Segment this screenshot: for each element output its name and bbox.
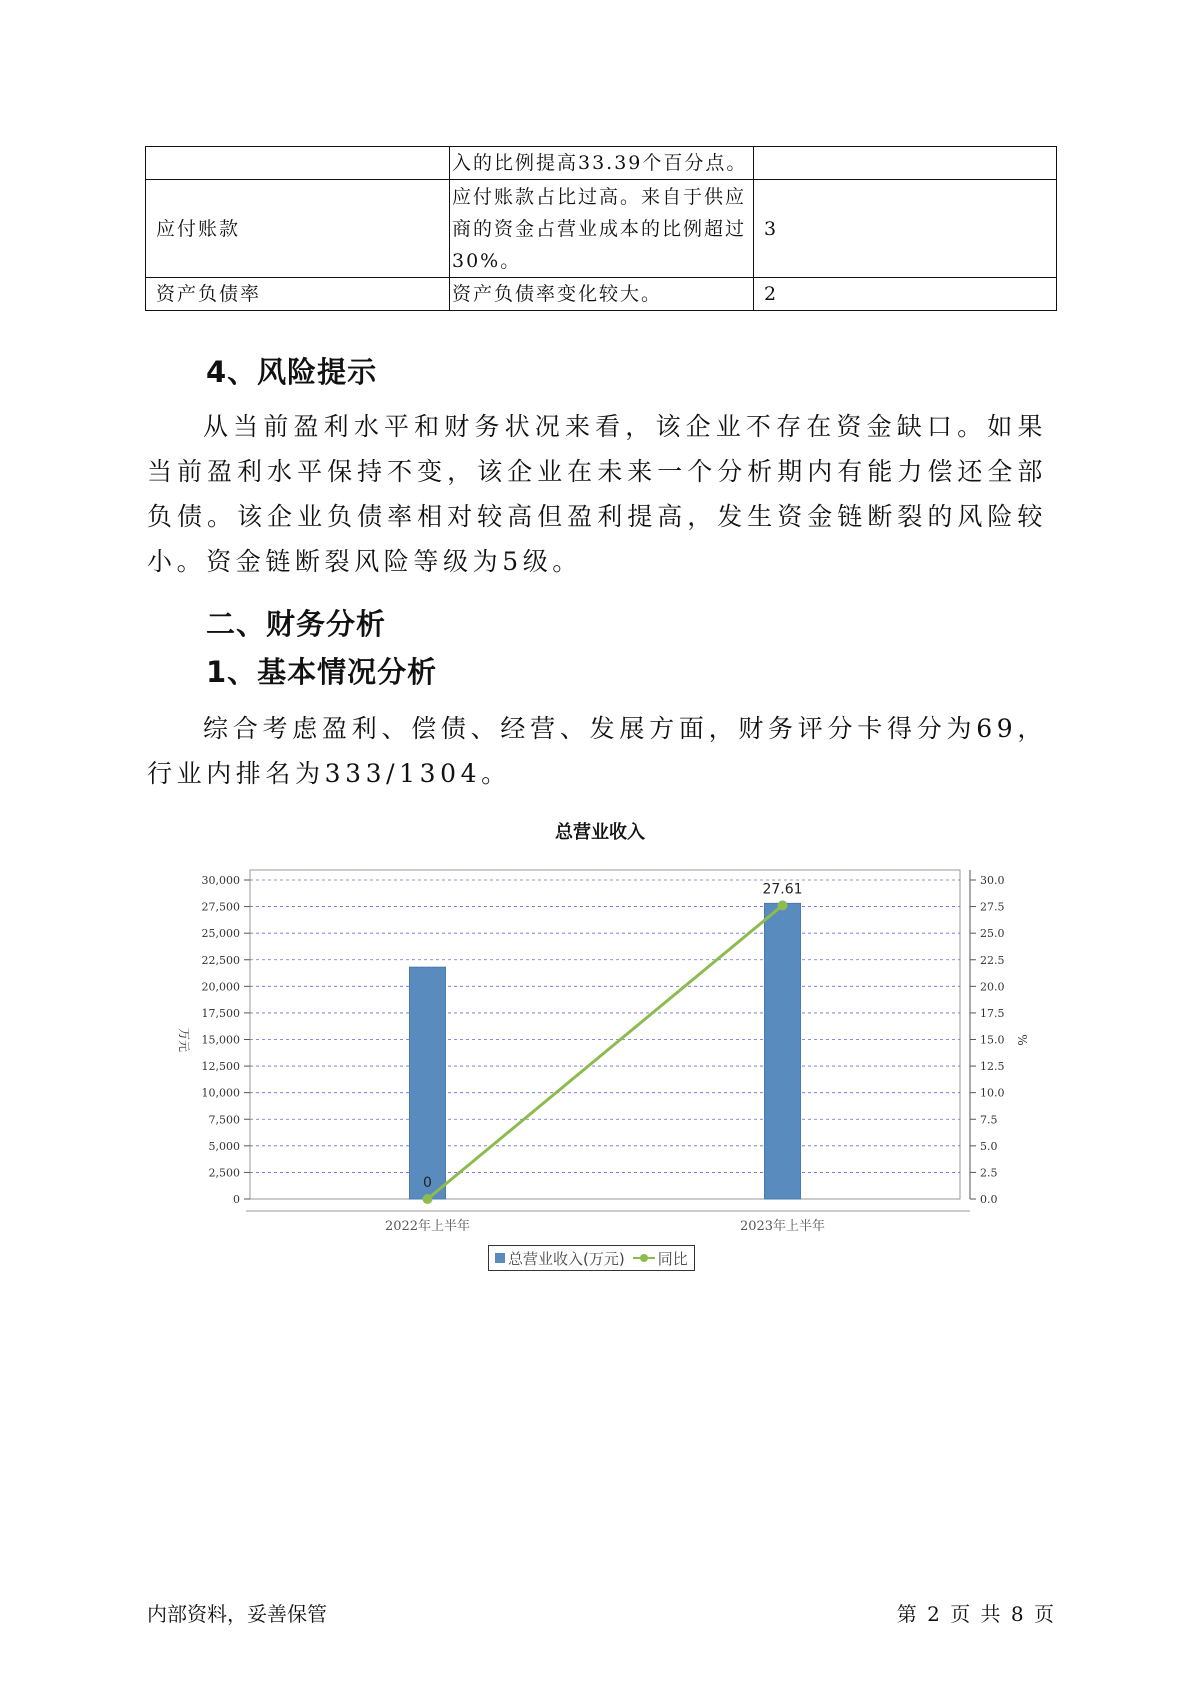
chart-legend xyxy=(488,1245,695,1271)
y2-tick-label: 25.0 xyxy=(980,927,1005,941)
yoy-line xyxy=(428,905,783,1199)
revenue-chart xyxy=(170,818,1030,1288)
data-label: 27.61 xyxy=(762,881,803,898)
data-label: 0 xyxy=(423,1175,432,1191)
y-tick-label: 5,000 xyxy=(208,1139,240,1153)
yoy-point xyxy=(423,1194,433,1204)
chart-canvas xyxy=(170,818,1030,1288)
table-row xyxy=(146,180,1057,278)
table-row xyxy=(146,147,1057,180)
legend-item-revenue: 总营业收入(万元) xyxy=(508,1249,625,1268)
risk-table xyxy=(145,146,1057,311)
risk-heading: 4、风险提示 xyxy=(206,355,378,389)
table-cell-item: 应付账款 xyxy=(146,180,450,278)
y2-tick-label: 30.0 xyxy=(980,874,1005,887)
table-cell-score: 3 xyxy=(754,180,1057,278)
chart-title: 总营业收入 xyxy=(555,822,645,843)
y-tick-label: 2,500 xyxy=(208,1166,240,1180)
table-row xyxy=(146,278,1057,311)
bar xyxy=(410,967,446,1199)
legend-bar-swatch xyxy=(495,1253,505,1263)
y-tick-label: 12,500 xyxy=(201,1060,240,1074)
bar xyxy=(765,903,801,1199)
y-tick-label: 30,000 xyxy=(201,874,240,887)
table-cell-score: 2 xyxy=(754,278,1057,311)
y2-axis-label: % xyxy=(1015,1034,1029,1046)
y-tick-label: 0 xyxy=(233,1193,240,1206)
x-tick-label: 2022年上半年 xyxy=(384,1219,471,1234)
page-number: 第 2 页 共 8 页 xyxy=(896,1602,1054,1626)
y2-tick-label: 0.0 xyxy=(980,1193,998,1206)
y2-tick-label: 10.0 xyxy=(980,1086,1005,1100)
y-tick-label: 27,500 xyxy=(201,900,240,914)
y2-tick-label: 12.5 xyxy=(980,1060,1005,1074)
table-cell-description: 应付账款占比过高。来自于供应商的资金占营业成本的比例超过30%。 xyxy=(450,180,754,278)
y-tick-label: 10,000 xyxy=(201,1086,240,1100)
finance-heading: 二、财务分析 xyxy=(206,607,387,641)
y-tick-label: 25,000 xyxy=(201,927,240,941)
table-cell-description: 入的比例提高33.39个百分点。 xyxy=(450,147,754,180)
basic-heading: 1、基本情况分析 xyxy=(206,655,438,689)
y2-tick-label: 17.5 xyxy=(980,1006,1005,1020)
y-tick-label: 15,000 xyxy=(201,1033,240,1047)
table-cell-description: 资产负债率变化较大。 xyxy=(450,278,754,311)
footer-note: 内部资料，妥善保管 xyxy=(147,1602,327,1626)
plot-frame xyxy=(250,870,960,1199)
y-tick-label: 20,000 xyxy=(201,980,240,994)
x-tick-label: 2023年上半年 xyxy=(739,1219,826,1234)
y-tick-label: 7,500 xyxy=(208,1113,240,1127)
y2-tick-label: 20.0 xyxy=(980,980,1005,994)
risk-paragraph: 从当前盈利水平和财务状况来看，该企业不存在资金缺口。如果当前盈利水平保持不变，该企业在未来一个分析期内有能力偿还全部负债。该企业负债率相对较高但盈利提高，发生资金链断裂的风险较小。资金链断裂风险等级为5级。 xyxy=(147,412,1047,576)
table-cell-item: 资产负债率 xyxy=(146,278,450,311)
y-tick-label: 22,500 xyxy=(201,953,240,967)
y-tick-label: 17,500 xyxy=(201,1006,240,1020)
table-cell-score xyxy=(754,147,1057,180)
y2-tick-label: 2.5 xyxy=(980,1166,998,1180)
y2-tick-label: 27.5 xyxy=(980,900,1005,914)
basic-paragraph: 综合考虑盈利、偿债、经营、发展方面，财务评分卡得分为69，行业内排名为333/1304。 xyxy=(147,714,1047,788)
y2-tick-label: 5.0 xyxy=(980,1139,998,1153)
legend-line-swatch xyxy=(633,1253,655,1263)
y2-tick-label: 7.5 xyxy=(980,1113,998,1127)
y-axis-label: 万元 xyxy=(177,1027,191,1053)
y2-tick-label: 15.0 xyxy=(980,1033,1005,1047)
yoy-point xyxy=(778,900,788,910)
legend-item-yoy: 同比 xyxy=(657,1249,688,1268)
y2-tick-label: 22.5 xyxy=(980,953,1005,967)
table-cell-item xyxy=(146,147,450,180)
